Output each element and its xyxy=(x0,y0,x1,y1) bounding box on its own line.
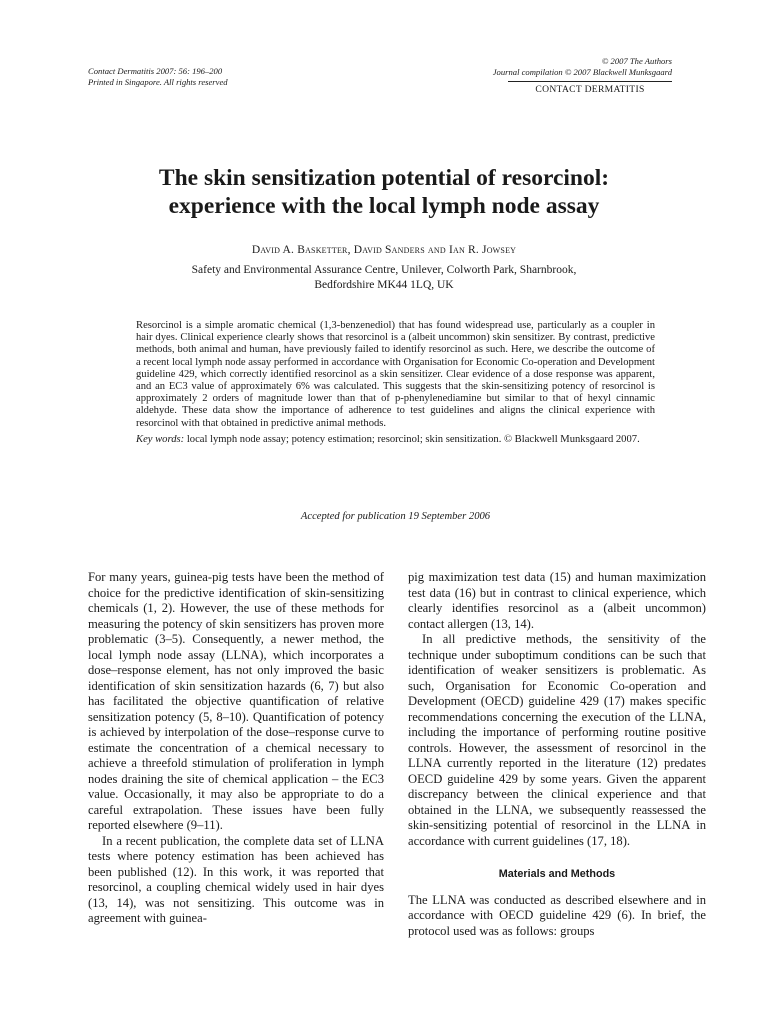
body-column-right xyxy=(408,570,706,939)
printed-line: Printed in Singapore. All rights reserved xyxy=(88,77,228,87)
keywords-text: local lymph node assay; potency estimation; resorcinol; skin sensitization. © Blackwell Munksgaard 2007. xyxy=(186,433,640,445)
body-column-left xyxy=(88,570,384,927)
header-rule xyxy=(508,81,672,82)
abstract xyxy=(136,320,655,446)
abstract-text: Resorcinol is a simple aromatic chemical (1,3-benzenediol) that has found widespread use, particularly as a coupler in hair dyes. Clinical experience clearly shows that resorcinol is a (albeit uncommon) skin sensitizer. By contrast, predictive methods, both animal and human, have previously failed to identify resorcinol as such. Here, we describe the outcome of a recent local lymph node assay performed in accordance with Organisation for Economic Co-operation and Development guideline 429, which correctly identified resorcinol as a skin sensitizer. Clear evidence of a dose response was apparent, and an EC3 value of approximately 6% was calculated. This suggests that the skin-sensitizing potency of resorcinol is approximately 2 orders of magnitude lower than that of p-phenylenediamine but similar to that of hexyl cinnamic aldehyde. These data show the importance of adherence to test guidelines and aligns the clinical experience with resorcinol with that obtained in predictive animal methods. xyxy=(136,320,655,429)
copyright-header xyxy=(412,56,672,78)
authors: David A. Basketter, David Sanders and Ian R. Jowsey xyxy=(251,244,517,256)
accepted-date: Accepted for publication 19 September 2006 xyxy=(300,511,491,522)
title-line-2: experience with the local lymph node assay xyxy=(168,193,600,219)
copyright-line: © 2007 The Authors xyxy=(601,56,672,66)
citation-header xyxy=(88,66,228,88)
title-line-1: The skin sensitization potential of resorcinol: xyxy=(158,165,610,191)
body-paragraph: In a recent publication, the complete data set of LLNA tests where potency estimation has been achieved has been published (12). In this work, it was reported that resorcinol, a coupling chemical widely used in hair dyes (13, 14), was not sensitizing. This outcome was in agreement with guinea- xyxy=(88,833,384,925)
affiliation-line-2: Bedfordshire MK44 1LQ, UK xyxy=(314,279,454,291)
citation-line: Contact Dermatitis 2007: 56: 196–200 xyxy=(88,66,223,76)
affiliation xyxy=(60,263,708,293)
body-paragraph: In all predictive methods, the sensitivity of the technique under suboptimum conditions can be such that identification of weaker sensitizers is problematic. As such, Organisation for Economic Co-operation and Development (OECD) guideline 429 (17) makes specific recommendations concerning the execution of the LLNA, including the importance of performing routine positive controls. However, the assessment of resorcinol in the LLNA currently reported in the literature (12) predates OECD guideline 429 by some years. Given the apparent discrepancy between the clinical experience and that obtained in the LLNA, we subsequently reassessed the skin-sensitizing potential of resorcinol in the LLNA in accordance with current guidelines (17, 18). xyxy=(408,632,706,848)
body-paragraph: For many years, guinea-pig tests have been the method of choice for the predictive identification of skin-sensitizing chemicals (1, 2). However, the use of these methods for measuring the potency of skin sensitizers has proven more problematic (3–5). Consequently, a newer method, the local lymph node assay (LLNA), which incorporates a dose–response element, has not only improved the basic identification of skin sensitization hazards (6, 7) but also has facilitated the objective quantification of relative sensitization potency (5, 8–10). Quantification of potency is achieved by interpolation of the dose–response curve to estimate the concentration of a chemical necessary to achieve a threefold stimulation of proliferation in lymph nodes draining the site of chemical application – the EC3 value. Occasionally, it may also be appropriate to do a careful extrapolation. These issues have been fully reported elsewhere (9–11). xyxy=(88,570,384,832)
body-paragraph: pig maximization test data (15) and human maximization test data (16) but in contrast to clinical experience, which clearly identifies resorcinol as a (albeit uncommon) contact allergen (13, 14). xyxy=(408,570,706,631)
compilation-line: Journal compilation © 2007 Blackwell Munksgaard xyxy=(492,67,672,77)
keywords xyxy=(136,434,655,446)
body-paragraph: The LLNA was conducted as described elsewhere and in accordance with OECD guideline 429 (6). In brief, the protocol used was as follows: groups xyxy=(408,892,706,938)
affiliation-line-1: Safety and Environmental Assurance Centre, Unilever, Colworth Park, Sharnbrook, xyxy=(191,264,577,276)
section-heading: Materials and Methods xyxy=(498,868,616,880)
article-title xyxy=(60,164,708,220)
journal-name: CONTACT DERMATITIS xyxy=(535,84,645,95)
keywords-label: Key words: xyxy=(136,433,185,445)
